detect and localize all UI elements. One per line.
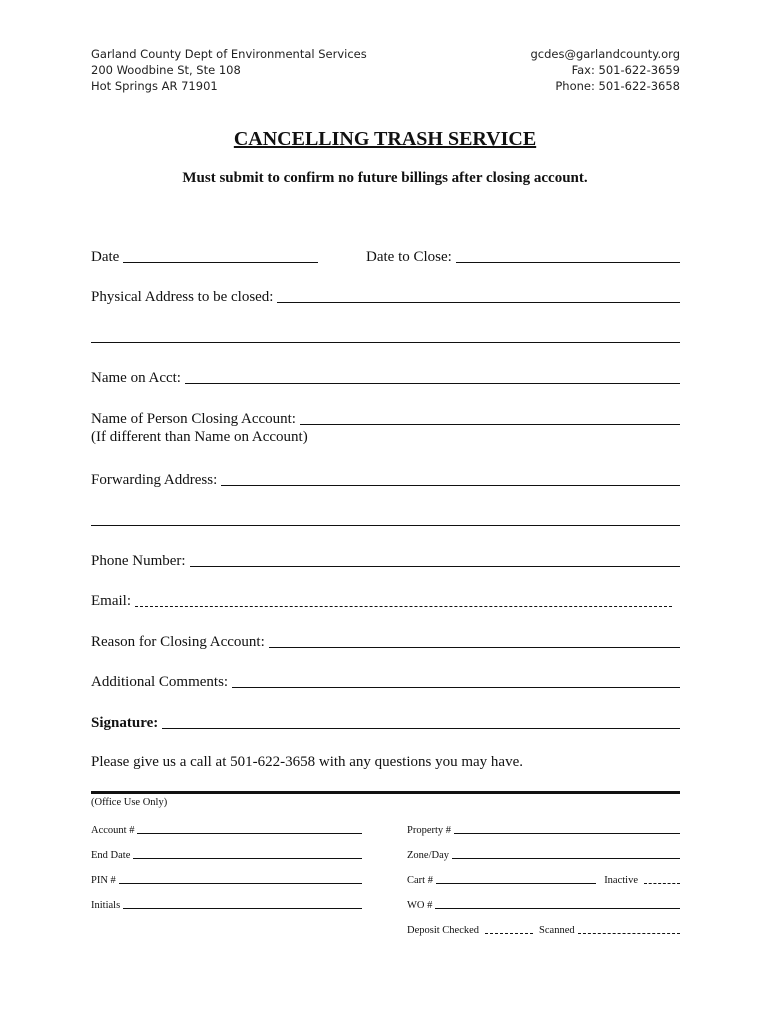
office-scanned-line[interactable] xyxy=(578,933,680,934)
office-pin-line[interactable] xyxy=(119,883,362,884)
office-initials-line[interactable] xyxy=(123,908,362,909)
office-deposit-checked-line[interactable] xyxy=(485,933,533,934)
comments-field[interactable] xyxy=(91,671,680,691)
org-city: Hot Springs AR 71901 xyxy=(91,79,218,93)
office-divider xyxy=(91,791,680,794)
office-deposit-scanned-field[interactable] xyxy=(407,922,680,936)
office-inactive-label: Inactive xyxy=(604,875,638,886)
reason-line[interactable] xyxy=(269,646,680,648)
office-account-field[interactable] xyxy=(91,822,362,836)
name-on-acct-field[interactable] xyxy=(91,367,680,387)
physical-address-field[interactable] xyxy=(91,286,680,306)
org-address-block xyxy=(91,46,367,94)
forwarding-address-line[interactable] xyxy=(221,484,680,486)
name-person-closing-note: (If different than Name on Account) xyxy=(91,429,308,445)
physical-address-line-2[interactable] xyxy=(91,342,680,343)
forwarding-address-field[interactable] xyxy=(91,469,680,489)
signature-line[interactable] xyxy=(162,727,680,729)
email-field[interactable] xyxy=(91,590,672,610)
office-cart-field[interactable] xyxy=(407,872,680,886)
phone-number-label: Phone Number: xyxy=(91,553,186,569)
signature-label: Signature: xyxy=(91,715,159,731)
office-account-label: Account # xyxy=(91,825,135,836)
name-on-acct-label: Name on Acct: xyxy=(91,370,181,386)
office-zone-day-line[interactable] xyxy=(452,858,680,859)
org-fax: Fax: 501-622-3659 xyxy=(571,63,680,77)
date-to-close-line[interactable] xyxy=(456,261,680,263)
office-wo-field[interactable] xyxy=(407,897,680,911)
phone-number-line[interactable] xyxy=(190,565,680,567)
date-label: Date xyxy=(91,249,120,265)
name-person-closing-line[interactable] xyxy=(300,423,680,425)
office-inactive-line[interactable] xyxy=(644,883,680,884)
office-wo-label: WO # xyxy=(407,900,433,911)
org-name: Garland County Dept of Environmental Services xyxy=(91,47,367,61)
comments-label: Additional Comments: xyxy=(91,674,229,690)
office-property-label: Property # xyxy=(407,825,452,836)
forwarding-address-line-2[interactable] xyxy=(91,525,680,526)
date-line[interactable] xyxy=(123,261,318,263)
office-deposit-checked-label: Deposit Checked xyxy=(407,925,480,936)
office-cart-label: Cart # xyxy=(407,875,433,886)
org-phone: Phone: 501-622-3658 xyxy=(555,79,680,93)
office-property-line[interactable] xyxy=(454,833,680,834)
phone-number-field[interactable] xyxy=(91,550,680,570)
signature-field[interactable] xyxy=(91,712,680,732)
name-person-closing-field[interactable] xyxy=(91,408,680,428)
office-end-date-field[interactable] xyxy=(91,847,362,861)
office-zone-day-field[interactable] xyxy=(407,847,680,861)
office-use-heading: (Office Use Only) xyxy=(91,797,168,808)
office-zone-day-label: Zone/Day xyxy=(407,850,449,861)
form-subtitle: Must submit to confirm no future billings after closing account. xyxy=(182,170,588,186)
office-account-line[interactable] xyxy=(137,833,362,834)
forwarding-address-label: Forwarding Address: xyxy=(91,472,218,488)
office-end-date-label: End Date xyxy=(91,850,131,861)
date-to-close-label: Date to Close: xyxy=(366,249,452,265)
office-property-field[interactable] xyxy=(407,822,680,836)
org-email: gcdes@garlandcounty.org xyxy=(530,47,680,61)
org-street: 200 Woodbine St, Ste 108 xyxy=(91,63,241,77)
date-to-close-field[interactable] xyxy=(366,246,680,266)
org-contact-block xyxy=(530,46,680,94)
email-line[interactable] xyxy=(135,605,672,607)
name-on-acct-line[interactable] xyxy=(185,382,680,384)
office-initials-field[interactable] xyxy=(91,897,362,911)
office-cart-line[interactable] xyxy=(436,883,596,884)
reason-label: Reason for Closing Account: xyxy=(91,634,265,650)
name-person-closing-label: Name of Person Closing Account: xyxy=(91,411,296,427)
email-label: Email: xyxy=(91,593,131,609)
physical-address-label: Physical Address to be closed: xyxy=(91,289,274,305)
office-pin-field[interactable] xyxy=(91,872,362,886)
call-note: Please give us a call at 501-622-3658 with any questions you may have. xyxy=(91,754,523,770)
reason-field[interactable] xyxy=(91,631,680,651)
physical-address-line[interactable] xyxy=(277,301,680,303)
date-field[interactable] xyxy=(91,246,318,266)
office-initials-label: Initials xyxy=(91,900,121,911)
office-scanned-label: Scanned xyxy=(539,925,575,936)
comments-line[interactable] xyxy=(232,686,680,688)
form-title: CANCELLING TRASH SERVICE xyxy=(233,128,537,150)
office-wo-line[interactable] xyxy=(435,908,680,909)
office-end-date-line[interactable] xyxy=(133,858,362,859)
office-pin-label: PIN # xyxy=(91,875,116,886)
